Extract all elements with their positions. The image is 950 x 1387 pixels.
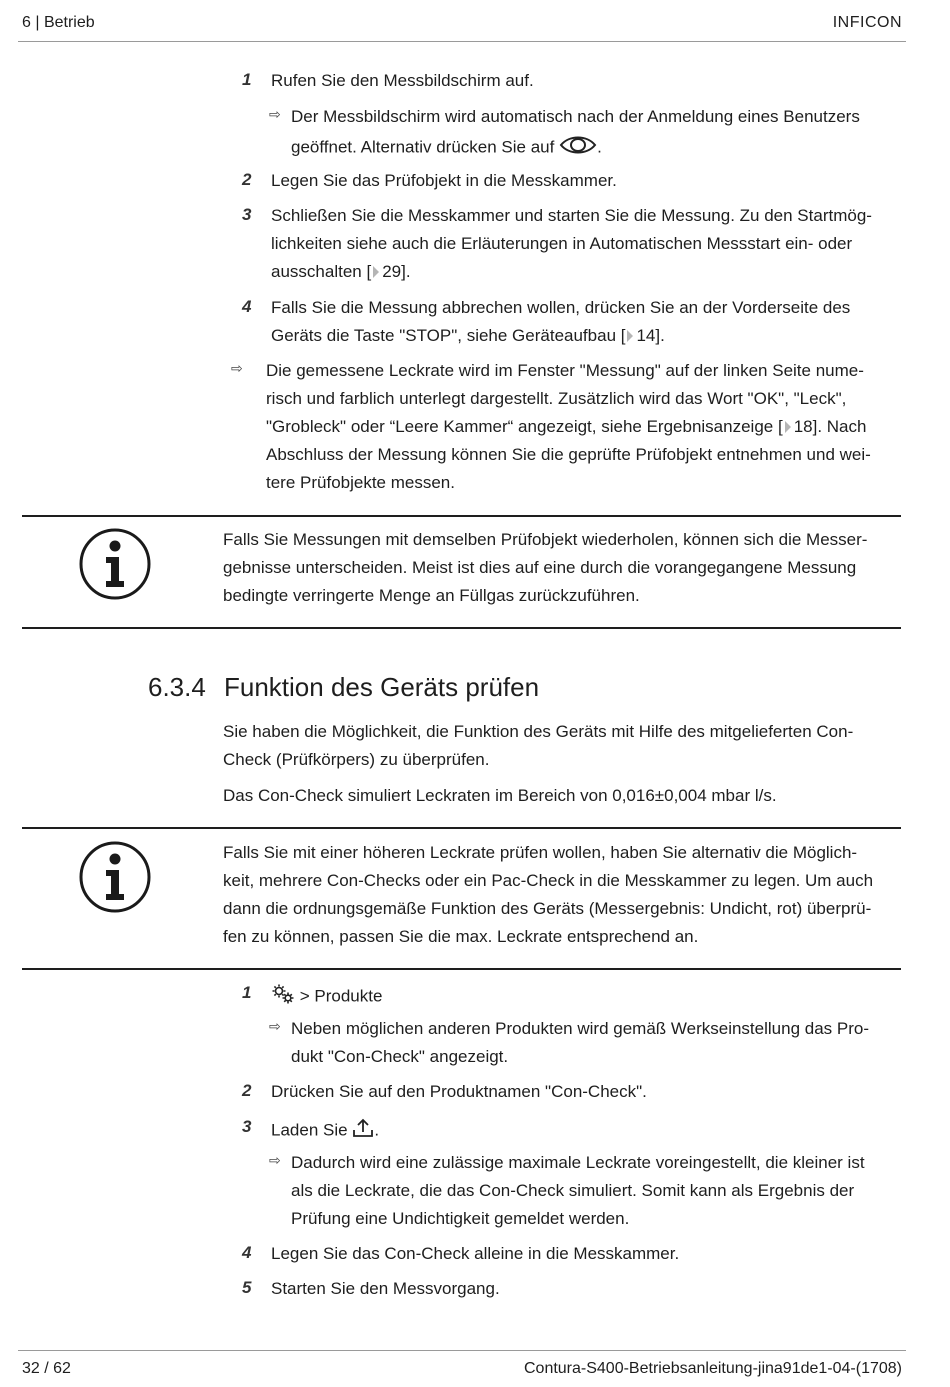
step-text: Schließen Sie die Messkammer und starten Sie die Messung. Zu den Startmög- [271,206,872,225]
step-text: Drücken Sie auf den Produktnamen "Con-Check". [271,1082,647,1101]
result-text: Neben möglichen anderen Produkten wird gemäß Werkseinstellung das Pro- [291,1019,869,1038]
note-rule-top [22,515,901,517]
result-text: Die gemessene Leckrate wird im Fenster "Messung" auf der linken Seite nume- [266,361,864,380]
step-number: 2 [242,1081,252,1100]
info-icon [78,527,152,601]
result-arrow-icon: ⇨ [269,106,281,122]
step-text-part: Geräts die Taste "STOP", siehe Geräteaufbau [ [271,326,626,345]
step-number: 3 [242,205,252,224]
result-arrow-icon: ⇨ [269,1152,281,1168]
note-text: gebnisse unterscheiden. Meist ist dies auf eine durch die vorangegangene Messung [223,558,857,577]
link-triangle-icon[interactable] [627,330,633,342]
note-rule-bottom [22,627,901,629]
step-number: 5 [242,1278,252,1297]
result-arrow-icon: ⇨ [269,1018,281,1034]
result-text: Der Messbildschirm wird automatisch nach der Anmeldung eines Benutzers [291,107,860,126]
note-text: Falls Sie mit einer höheren Leckrate prüfen wollen, haben Sie alternativ die Möglich- [223,843,858,862]
step-number: 1 [242,983,252,1002]
step-text-part: Laden Sie [271,1120,348,1140]
gears-icon[interactable] [271,983,295,1011]
footer-page-number: 32 / 62 [22,1360,71,1377]
step-text-part: ausschalten [ [271,262,372,281]
note-text: bedingte verringerte Menge an Füllgas zurückzuführen. [223,586,640,605]
result-text: als die Leckrate, die das Con-Check simuliert. Somit kann als Ergebnis der [291,1181,855,1200]
note-text: Falls Sie Messungen mit demselben Prüfobjekt wiederholen, können sich die Messer- [223,530,868,549]
result-text: tere Prüfobjekte messen. [266,473,455,492]
result-text: geöffnet. Alternativ drücken Sie auf . [291,134,602,162]
page-ref-link[interactable]: 18]. Nach [793,417,867,436]
header-chapter: 6 | Betrieb [22,14,95,31]
step-text [271,983,382,1011]
step-number: 1 [242,70,252,89]
result-text-part: geöffnet. Alternativ drücken Sie auf [291,137,555,157]
step-text: lichkeiten siehe auch die Erläuterungen in Automatischen Messstart ein- oder [271,234,853,253]
step-number: 3 [242,1117,252,1136]
step-text: Laden Sie . [271,1117,379,1145]
eye-icon[interactable] [559,134,597,162]
page-ref-link[interactable]: 14]. [636,326,665,345]
header-brand: INFICON [832,14,902,31]
note-rule-bottom [22,968,901,970]
note-text: fen zu können, passen Sie die max. Leckrate entsprechend an. [223,927,699,946]
result-text: Abschluss der Messung können Sie die geprüfte Prüfobjekt entnehmen und wei- [266,445,871,464]
paragraph-text: Check (Prüfkörpers) zu überprüfen. [223,750,490,769]
menu-path-text: > Produkte [299,986,383,1006]
step-number: 2 [242,170,252,189]
result-text [266,416,866,438]
step-text: Rufen Sie den Messbildschirm auf. [271,71,534,90]
section-heading [148,672,539,703]
step-text [271,325,665,347]
step-text: Starten Sie den Messvorgang. [271,1279,500,1298]
step-text [271,261,411,283]
note-rule-top [22,827,901,829]
upload-icon[interactable] [352,1117,374,1145]
info-icon [78,840,152,914]
result-text-part: "Grobleck" oder “Leere Kammer“ angezeigt, siehe Ergebnisanzeige [ [266,417,783,436]
step-number: 4 [242,1243,252,1262]
step-text: Falls Sie die Messung abbrechen wollen, drücken Sie an der Vorderseite des [271,298,851,317]
footer-document-id: Contura-S400-Betriebsanleitung-jina91de1-04-(1708) [523,1360,902,1377]
step-text: Legen Sie das Con-Check alleine in die Messkammer. [271,1244,680,1263]
page-ref-link[interactable]: 29]. [382,262,411,281]
link-triangle-icon[interactable] [373,266,379,278]
header-rule [18,41,906,42]
result-text: risch und farblich unterlegt dargestellt. Zusätzlich wird das Wort "OK", "Leck", [266,389,847,408]
step-text: Legen Sie das Prüfobjekt in die Messkammer. [271,171,617,190]
step-number: 4 [242,297,252,316]
section-title: Funktion des Geräts prüfen [224,672,540,702]
note-text: dann die ordnungsgemäße Funktion des Geräts (Messergebnis: Undicht, rot) überprü- [223,899,872,918]
result-text: Dadurch wird eine zulässige maximale Leckrate voreingestellt, die kleiner ist [291,1153,865,1172]
result-arrow-icon: ⇨ [231,360,243,376]
section-number: 6.3.4 [148,672,206,702]
paragraph-text: Das Con-Check simuliert Leckraten im Bereich von 0,016±0,004 mbar l/s. [223,786,777,805]
note-text: keit, mehrere Con-Checks oder ein Pac-Check in die Messkammer zu legen. Um auch [223,871,874,890]
result-text: dukt "Con-Check" angezeigt. [291,1047,509,1066]
paragraph-text: Sie haben die Möglichkeit, die Funktion des Geräts mit Hilfe des mitgelieferten Con- [223,722,854,741]
link-triangle-icon[interactable] [785,421,791,433]
result-text: Prüfung eine Undichtigkeit gemeldet werden. [291,1209,630,1228]
footer-rule [18,1350,906,1351]
